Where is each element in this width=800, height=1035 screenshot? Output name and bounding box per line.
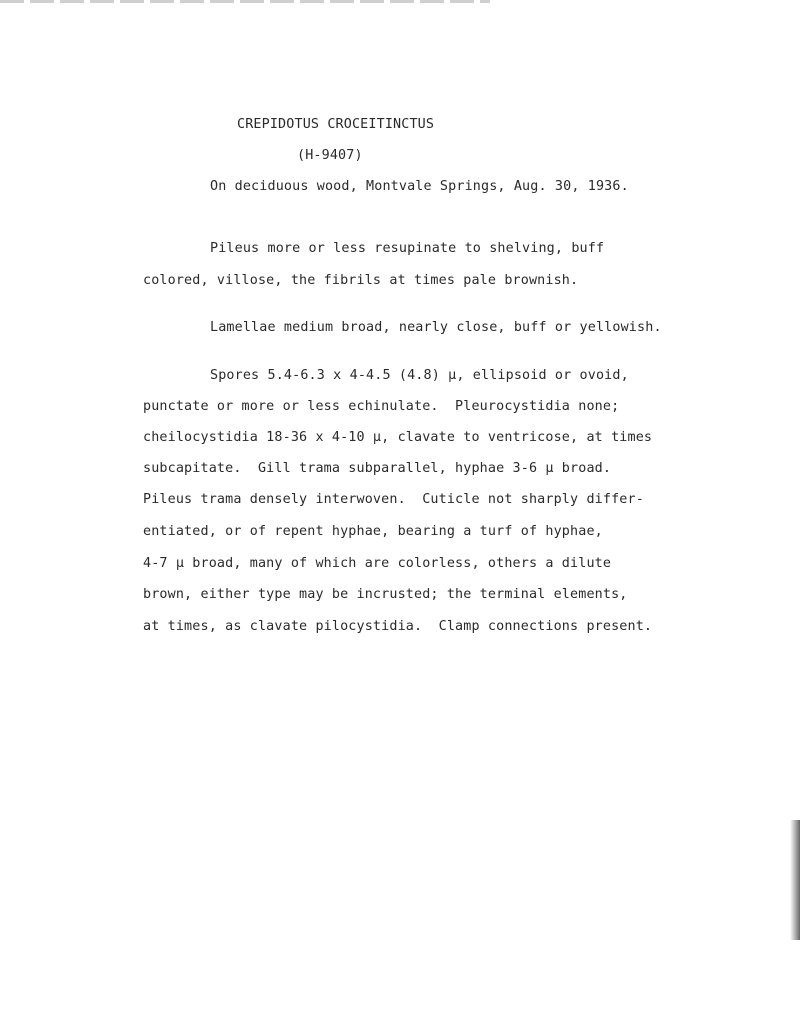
- spores-line-5: Pileus trama densely interwoven. Cuticle not sharply differ-: [143, 492, 644, 507]
- spores-line-8: brown, either type may be incrusted; the terminal elements,: [143, 587, 628, 602]
- spores-line-2: punctate or more or less echinulate. Pleurocystidia none;: [143, 399, 620, 414]
- spores-line-7: 4-7 μ broad, many of which are colorless, others a dilute: [143, 556, 612, 571]
- spores-line-4: subcapitate. Gill trama subparallel, hyphae 3-6 μ broad.: [143, 461, 612, 476]
- lamellae-description: Lamellae medium broad, nearly close, buff or yellowish.: [210, 320, 662, 335]
- spores-line-6: entiated, or of repent hyphae, bearing a turf of hyphae,: [143, 524, 603, 539]
- scan-top-edge: [0, 0, 490, 3]
- collection-number: (H-9407): [297, 148, 363, 163]
- pileus-line-2: colored, villose, the fibrils at times pale brownish.: [143, 273, 579, 288]
- pileus-line-1: Pileus more or less resupinate to shelving, buff: [210, 241, 605, 256]
- collection-info: On deciduous wood, Montvale Springs, Aug. 30, 1936.: [210, 179, 629, 194]
- species-title: CREPIDOTUS CROCEITINCTUS: [237, 117, 435, 132]
- spores-line-3: cheilocystidia 18-36 x 4-10 μ, clavate to ventricose, at times: [143, 430, 653, 445]
- scan-right-edge: [790, 820, 800, 940]
- spores-line-9: at times, as clavate pilocystidia. Clamp connections present.: [143, 619, 653, 634]
- spores-line-1: Spores 5.4-6.3 x 4-4.5 (4.8) μ, ellipsoid or ovoid,: [210, 368, 629, 383]
